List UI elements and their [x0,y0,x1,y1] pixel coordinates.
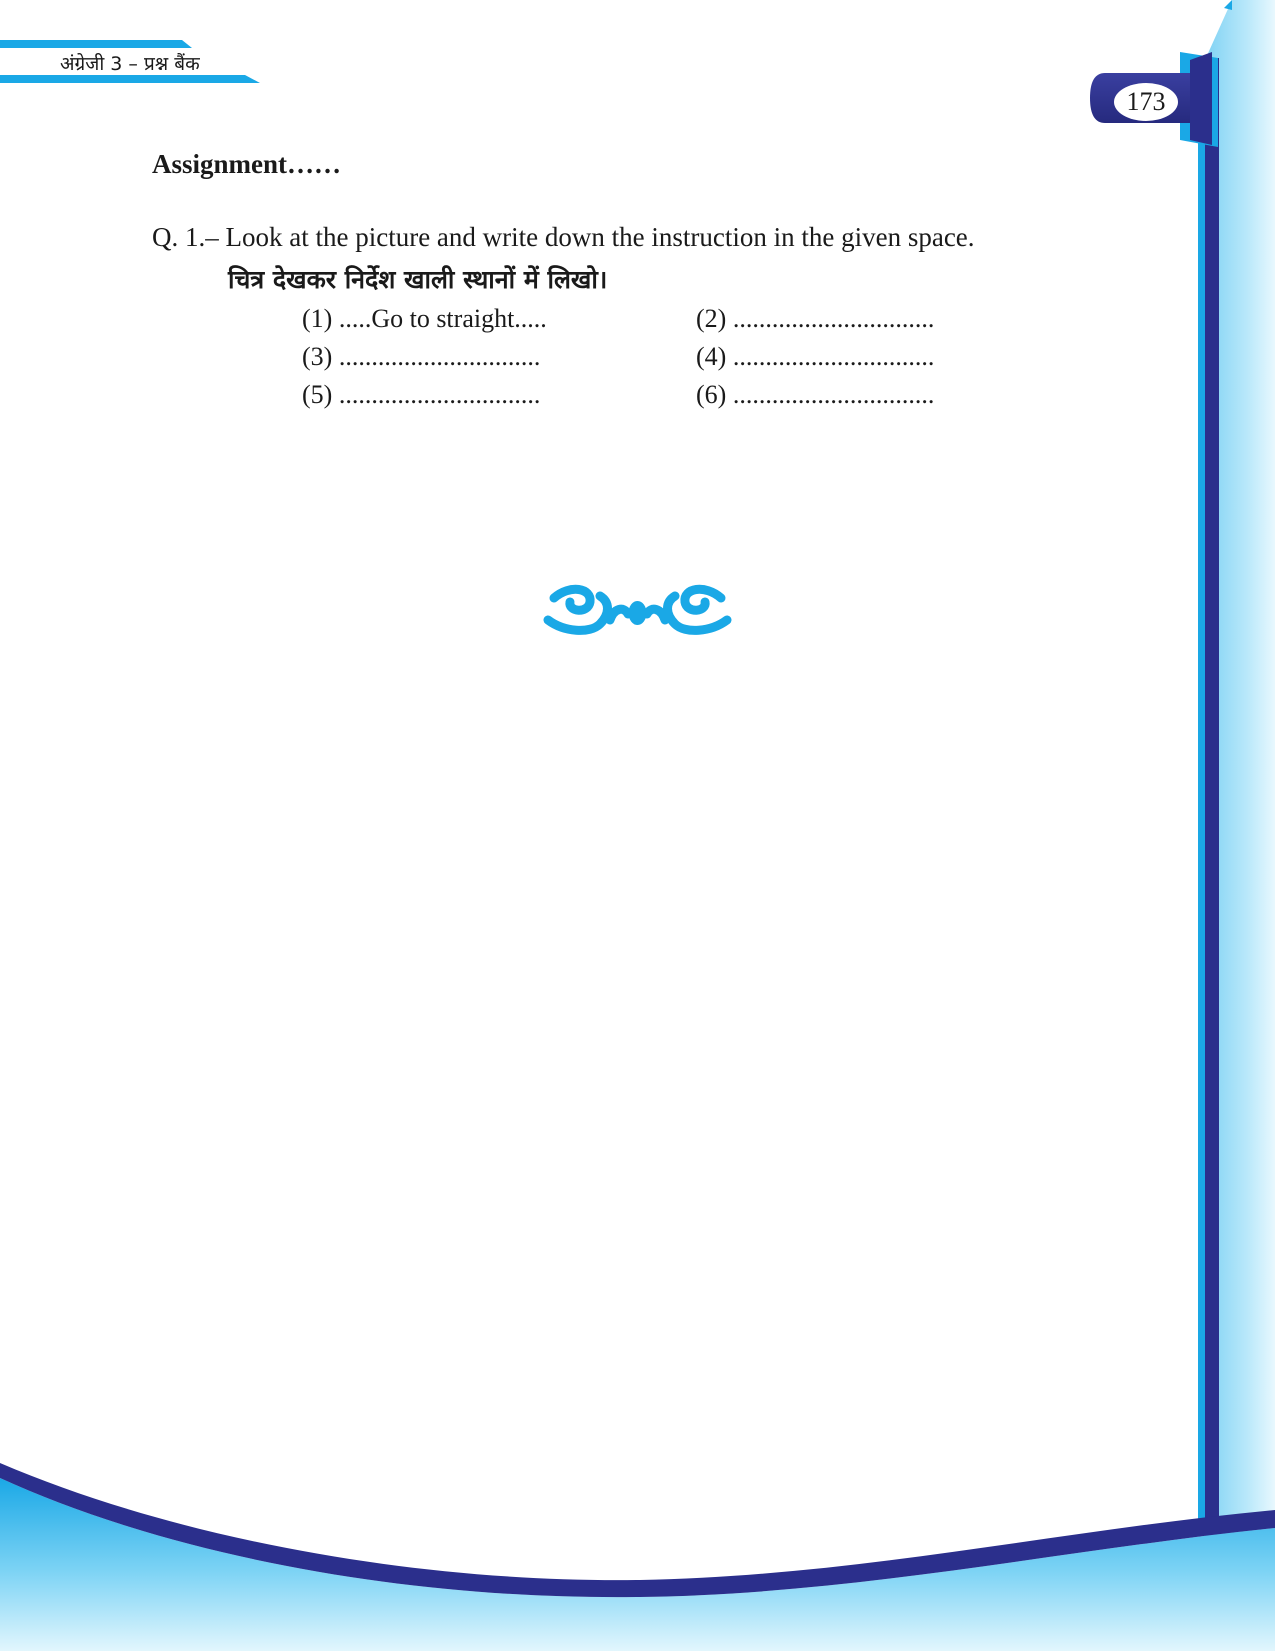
side-band [1198,0,1275,1651]
answer-list [302,300,996,414]
answer-line-6: (6) ............................... [696,380,935,409]
question-text: Q. 1.– Look at the picture and write down the instruction in the given space. [152,222,975,252]
assignment-heading: Assignment…… [152,149,342,179]
answer-line-1: (1) .....Go to straight..... [302,304,547,333]
answer-line-4: (4) ............................... [696,342,935,371]
question-text-hindi: चित्र देखकर निर्देश खाली स्थानों में लिखो। [228,265,608,294]
book-title: अंग्रेजी 3 – प्रश्न बैंक [60,53,200,75]
answer-line-2: (2) ............................... [696,304,935,333]
answer-line-3: (3) ............................... [302,342,541,371]
bottom-wave [0,1463,1275,1651]
divider-ornament-icon [540,580,735,640]
answer-line-5: (5) ............................... [302,380,541,409]
page-number: 173 [1126,87,1166,116]
